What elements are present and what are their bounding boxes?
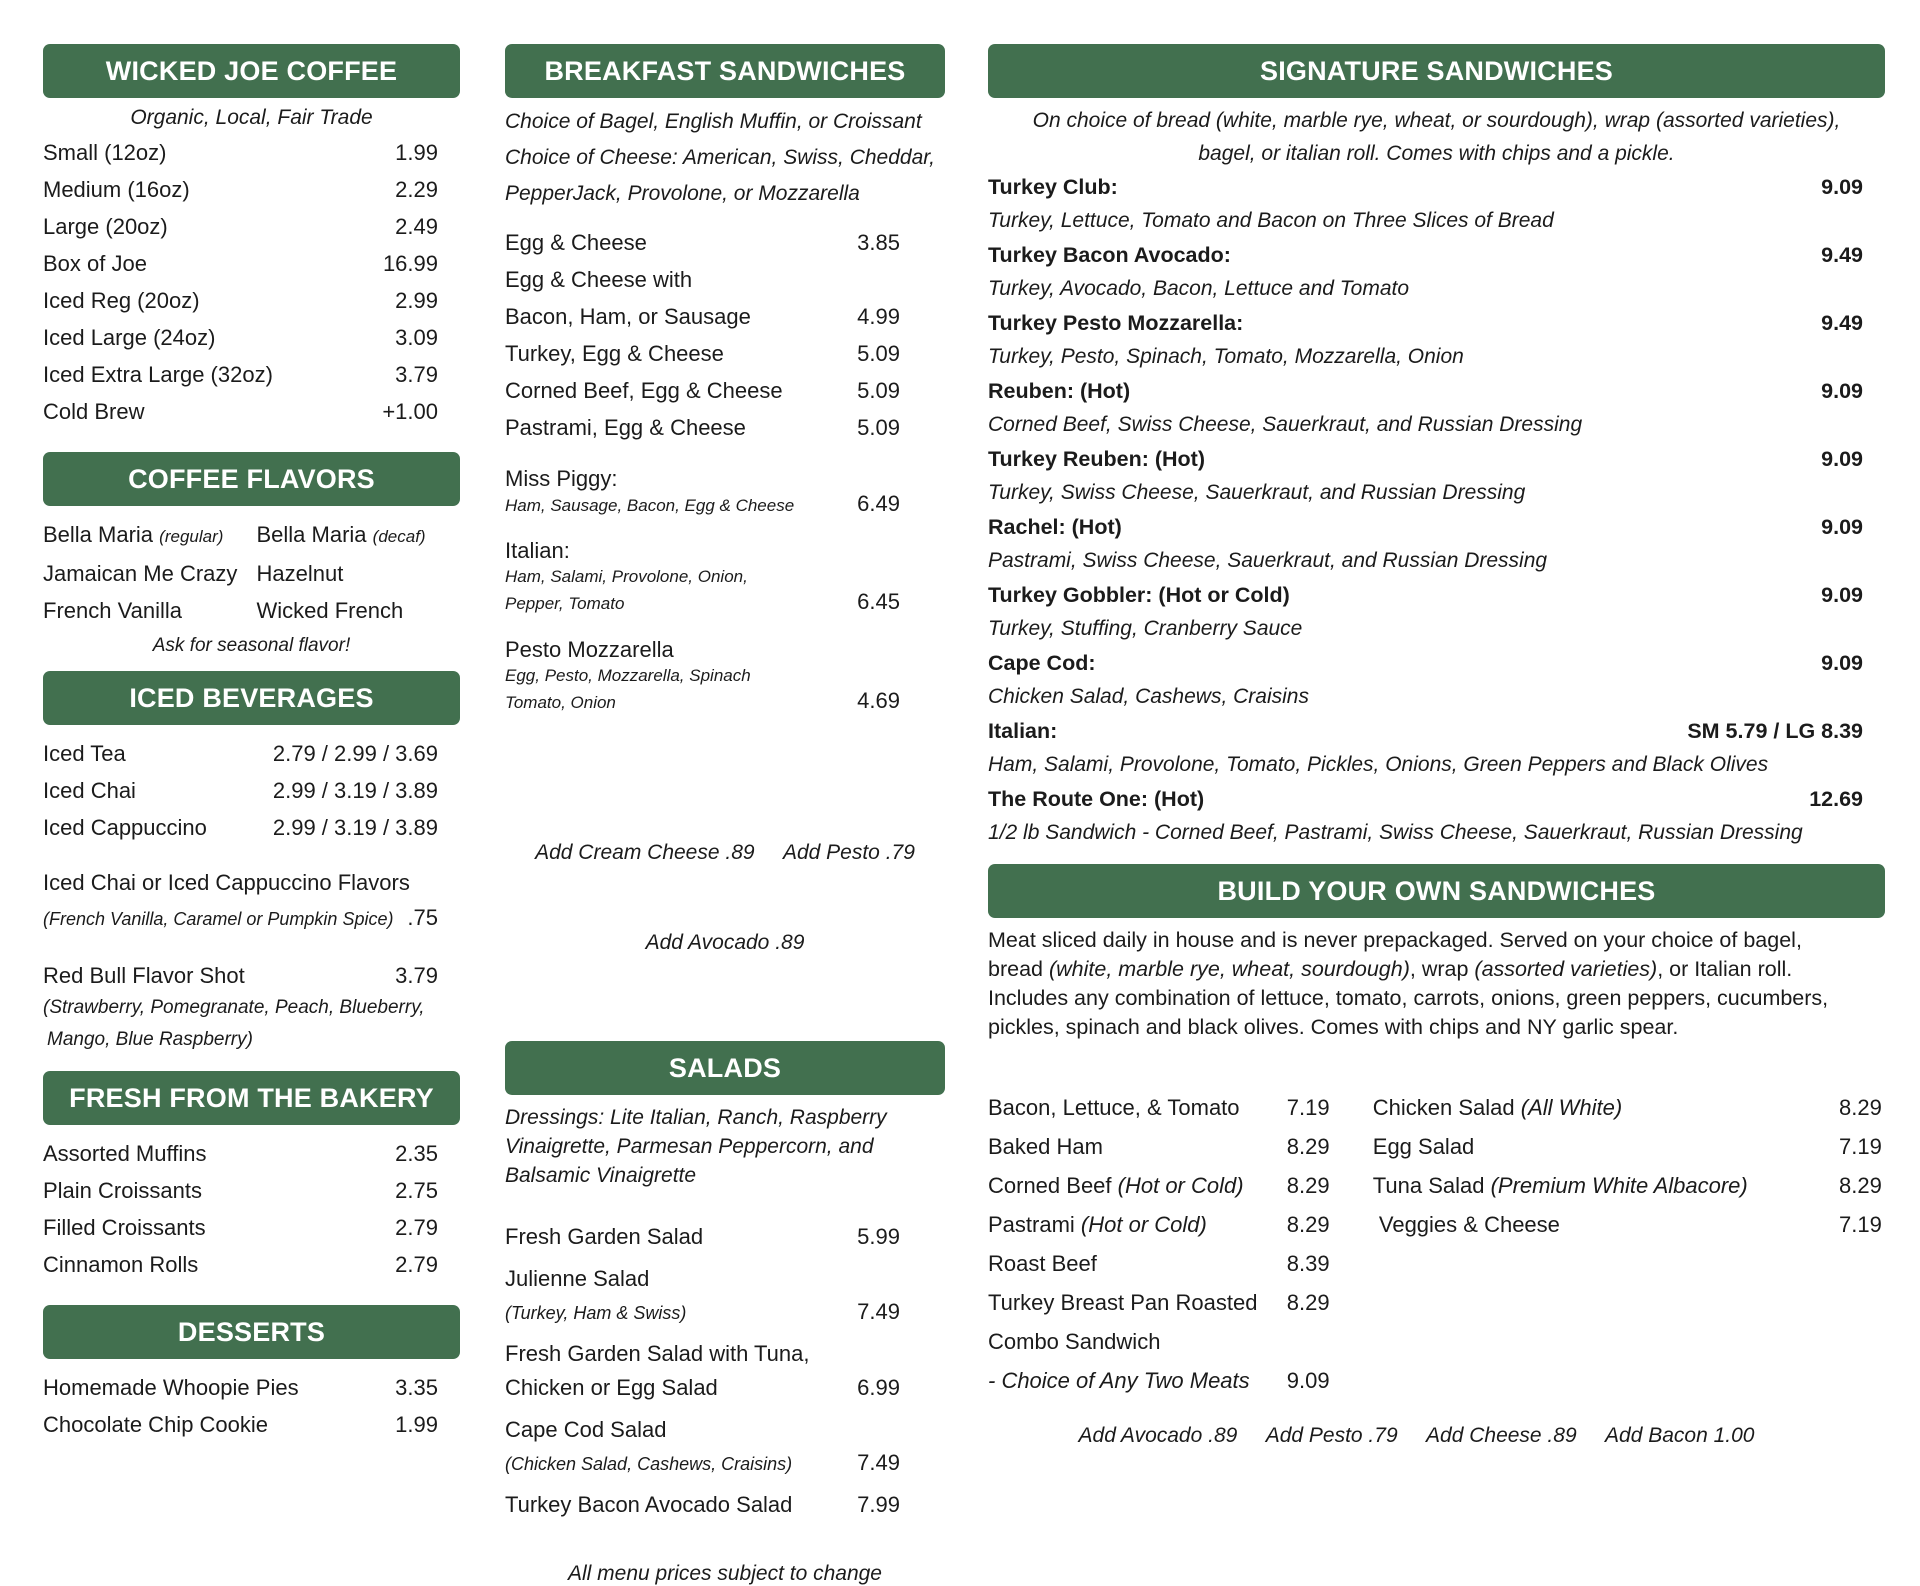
- tba-salad-price: 7.99: [857, 1492, 900, 1517]
- breakfast-item-name: Egg & Cheese with: [505, 267, 693, 292]
- signature-item-price: 12.69: [1809, 787, 1863, 811]
- menu-item-name: Chocolate Chip Cookie: [43, 1412, 269, 1437]
- build-intro-b1: bread: [988, 957, 1049, 981]
- salad-dressings-1: Dressings: Lite Italian, Ranch, Raspberry: [505, 1106, 887, 1129]
- build-item-name: Pastrami: [988, 1212, 1081, 1237]
- menu-item-row: [43, 1209, 460, 1246]
- build-item-price: 8.29: [1839, 1095, 1882, 1120]
- iced-flavors-note: (French Vanilla, Caramel or Pumpkin Spice): [43, 909, 394, 929]
- section-header-flavors: COFFEE FLAVORS: [43, 452, 460, 506]
- breakfast-addons-2: Add Avocado .89: [645, 931, 805, 954]
- flavor-name: Wicked French: [256, 598, 404, 623]
- build-item-note: (Hot or Cold): [1080, 1212, 1207, 1237]
- redbull-row: [43, 961, 460, 991]
- miss-piggy-item: [505, 466, 945, 518]
- italian-breakfast-desc-1: Ham, Salami, Provolone, Onion,: [505, 567, 748, 586]
- build-item-name: Veggies & Cheese: [1372, 1212, 1560, 1237]
- signature-item-row: [988, 510, 1863, 544]
- signature-item-row: [988, 714, 1863, 748]
- signature-item-desc: Turkey, Avocado, Bacon, Lettuce and Tomato: [988, 277, 1410, 300]
- breakfast-item-price: 5.09: [857, 341, 900, 366]
- salad-dressings-2: Vinaigrette, Parmesan Peppercorn, and: [505, 1135, 874, 1158]
- signature-item-desc: Pastrami, Swiss Cheese, Sauerkraut, and Russian Dressing: [988, 549, 1548, 572]
- breakfast-intro-2: Choice of Cheese: American, Swiss, Cheddar,: [505, 146, 935, 169]
- flavor-item: [257, 592, 461, 629]
- signature-item-desc: Chicken Salad, Cashews, Craisins: [988, 685, 1309, 708]
- flavors-footer: Ask for seasonal flavor!: [152, 635, 351, 656]
- signature-item-name: Reuben: (Hot): [988, 379, 1131, 403]
- flavor-item: [43, 516, 247, 555]
- signature-item-row: [988, 238, 1863, 272]
- menu-item-price: 3.35: [395, 1375, 438, 1400]
- build-item-row: [1373, 1205, 1885, 1244]
- build-item-label: [988, 1283, 1257, 1322]
- flavor-note: (regular): [159, 527, 224, 546]
- signature-item-name: Cape Cod:: [988, 651, 1096, 675]
- menu-item-row: [43, 1135, 460, 1172]
- menu-item-price: 2.29: [395, 177, 438, 202]
- italian-breakfast-desc-2: Pepper, Tomato: [505, 594, 625, 613]
- breakfast-item-row: [505, 372, 900, 409]
- breakfast-intro-1: Choice of Bagel, English Muffin, or Croissant: [505, 110, 922, 133]
- flavor-name: Bella Maria: [43, 522, 154, 547]
- redbull-note-2: Mango, Blue Raspberry): [47, 1029, 253, 1050]
- flavor-item: [43, 555, 247, 592]
- signature-item-price: 9.09: [1821, 515, 1863, 539]
- julienne-salad-note: (Turkey, Ham & Swiss): [505, 1303, 687, 1323]
- pesto-mozzarella-desc-1: Egg, Pesto, Mozzarella, Spinach: [505, 666, 751, 685]
- build-item-price: 8.29: [1286, 1212, 1330, 1237]
- menu-item-price: 2.99 / 3.19 / 3.89: [272, 778, 438, 803]
- julienne-salad-name: Julienne Salad: [505, 1266, 650, 1291]
- menu-item-price: 1.99: [395, 1412, 438, 1437]
- capecod-salad-note: (Chicken Salad, Cashews, Craisins): [505, 1454, 793, 1474]
- build-item-name: Combo Sandwich: [988, 1329, 1161, 1354]
- build-item-label: [1373, 1088, 1622, 1127]
- build-item-name: Tuna Salad: [1372, 1173, 1491, 1198]
- section-header-signature: SIGNATURE SANDWICHES: [988, 44, 1885, 98]
- breakfast-addons: [505, 778, 945, 1018]
- build-lists: [988, 1088, 1885, 1400]
- build-list-left: [988, 1088, 1333, 1400]
- build-item-row: [988, 1244, 1333, 1283]
- build-item-price: 8.29: [1286, 1134, 1330, 1159]
- section-header-desserts: DESSERTS: [43, 1305, 460, 1359]
- tba-salad-row: [505, 1488, 900, 1522]
- menu-item-row: [43, 772, 460, 809]
- menu-item-row: [43, 735, 460, 772]
- breakfast-item-row: [505, 261, 900, 298]
- build-item-label: [988, 1205, 1207, 1244]
- signature-item-price: 9.09: [1821, 175, 1863, 199]
- breakfast-item-row: [505, 335, 900, 372]
- breakfast-intro: [505, 104, 945, 212]
- menu-item-price: 2.99: [395, 288, 438, 313]
- build-item-label: [988, 1088, 1240, 1127]
- signature-intro-2: bagel, or italian roll. Comes with chips and a pickle.: [1198, 142, 1675, 165]
- build-item-price: 8.29: [1286, 1173, 1330, 1198]
- coffee-subtitle: Organic, Local, Fair Trade: [130, 106, 373, 129]
- signature-item-price: SM 5.79 / LG 8.39: [1687, 719, 1863, 743]
- miss-piggy-desc: Ham, Sausage, Bacon, Egg & Cheese: [505, 496, 795, 515]
- build-item-row: [988, 1322, 1333, 1361]
- menu-item-name: Assorted Muffins: [43, 1141, 207, 1166]
- breakfast-item-row: [505, 298, 900, 335]
- menu-item-name: Iced Chai: [43, 778, 136, 803]
- menu-item-row: [43, 208, 460, 245]
- breakfast-item-name: Corned Beef, Egg & Cheese: [505, 378, 783, 403]
- build-intro-b4: (assorted varieties): [1474, 957, 1658, 981]
- section-header-build: BUILD YOUR OWN SANDWICHES: [988, 864, 1885, 918]
- menu-item-name: Box of Joe: [43, 251, 147, 276]
- breakfast-item-price: 5.09: [857, 415, 900, 440]
- section-header-bakery: FRESH FROM THE BAKERY: [43, 1071, 460, 1125]
- signature-intro-1: On choice of bread (white, marble rye, wheat, or sourdough), wrap (assorted varieties),: [1032, 109, 1841, 132]
- flavor-item: [257, 555, 461, 592]
- build-addons: Add Avocado .89 Add Pesto .79 Add Cheese .89 Add Bacon 1.00: [1078, 1424, 1755, 1447]
- menu-item-row: [43, 282, 460, 319]
- capecod-salad-name: Cape Cod Salad: [505, 1417, 667, 1442]
- signature-item-desc: Turkey, Swiss Cheese, Sauerkraut, and Russian Dressing: [988, 481, 1526, 504]
- build-item-label: [988, 1361, 1250, 1400]
- build-item-price: 7.19: [1839, 1134, 1882, 1159]
- build-item-label: [1373, 1127, 1475, 1166]
- signature-item-name: Turkey Club:: [988, 175, 1118, 199]
- build-item-label: [988, 1244, 1097, 1283]
- signature-item-row: [988, 170, 1863, 204]
- signature-item-desc: Turkey, Stuffing, Cranberry Sauce: [988, 617, 1303, 640]
- build-intro-b: [988, 955, 1885, 984]
- pesto-mozzarella-price: 4.69: [857, 688, 900, 713]
- pesto-mozzarella-name: Pesto Mozzarella: [505, 637, 674, 662]
- column-middle: [505, 44, 945, 1586]
- build-intro-d: pickles, spinach and black olives. Comes with chips and NY garlic spear.: [988, 1015, 1679, 1039]
- bakery-list: [43, 1135, 460, 1283]
- coffee-list: [43, 134, 460, 430]
- build-item-name: Bacon, Lettuce, & Tomato: [988, 1095, 1240, 1120]
- breakfast-item-price: 3.85: [857, 230, 900, 255]
- build-item-note: (Hot or Cold): [1117, 1173, 1244, 1198]
- signature-item-price: 9.09: [1821, 379, 1863, 403]
- garden-salad-row: [505, 1220, 900, 1254]
- menu-item-row: [43, 1246, 460, 1283]
- menu-item-name: Small (12oz): [43, 140, 167, 165]
- menu-item-name: Iced Reg (20oz): [43, 288, 200, 313]
- menu-item-row: [43, 1369, 460, 1406]
- build-item-name: Turkey Breast Pan Roasted: [988, 1290, 1258, 1315]
- build-item-label: [988, 1127, 1103, 1166]
- breakfast-item-row: [505, 224, 900, 261]
- signature-item-name: Turkey Pesto Mozzarella:: [988, 311, 1244, 335]
- build-item-row: [988, 1088, 1333, 1127]
- signature-list: [988, 170, 1885, 850]
- signature-item-name: Turkey Reuben: (Hot): [988, 447, 1205, 471]
- build-item-price: 8.29: [1839, 1173, 1882, 1198]
- build-item-row: [988, 1283, 1333, 1322]
- menu-item-price: 16.99: [382, 251, 438, 276]
- flavor-name: French Vanilla: [43, 598, 182, 623]
- menu-item-price: +1.00: [382, 399, 438, 424]
- julienne-salad-row: [505, 1296, 900, 1329]
- salad-dressings: [505, 1103, 945, 1190]
- build-item-row: [988, 1361, 1333, 1400]
- menu-item-row: [43, 319, 460, 356]
- menu-item-name: Iced Tea: [43, 741, 126, 766]
- menu-item-price: 2.79: [395, 1252, 438, 1277]
- build-intro-b3: , wrap: [1409, 957, 1475, 981]
- section-header-coffee: WICKED JOE COFFEE: [43, 44, 460, 98]
- build-intro-b2: (white, marble rye, wheat, sourdough): [1048, 957, 1410, 981]
- iced-flavors-price: .75: [407, 905, 438, 930]
- build-item-price: 7.19: [1839, 1212, 1882, 1237]
- menu-item-row: [43, 1172, 460, 1209]
- signature-item-desc: Ham, Salami, Provolone, Tomato, Pickles, Onions, Green Peppers and Black Olives: [988, 753, 1769, 776]
- signature-item-name: Turkey Bacon Avocado:: [988, 243, 1231, 267]
- breakfast-item-price: 4.99: [857, 304, 900, 329]
- julienne-salad-price: 7.49: [857, 1299, 900, 1324]
- garden-salad-price: 5.99: [857, 1224, 900, 1249]
- menu-item-row: [43, 809, 460, 846]
- signature-item-desc: 1/2 lb Sandwich - Corned Beef, Pastrami, Swiss Cheese, Sauerkraut, Russian Dressing: [988, 821, 1803, 844]
- build-item-note: - Choice of Any Two Meats: [988, 1368, 1250, 1393]
- menu-item-row: [43, 171, 460, 208]
- signature-item-row: [988, 306, 1863, 340]
- iced-list: [43, 735, 460, 846]
- menu-item-price: 1.99: [395, 140, 438, 165]
- signature-item-price: 9.09: [1821, 651, 1863, 675]
- menu-item-price: 2.35: [395, 1141, 438, 1166]
- tuna-salad-row: [505, 1371, 900, 1405]
- menu-item-name: Cold Brew: [43, 399, 145, 424]
- signature-item-row: [988, 578, 1863, 612]
- menu-item-name: Iced Large (24oz): [43, 325, 216, 350]
- menu-item-price: 2.75: [395, 1178, 438, 1203]
- menu-item-name: Filled Croissants: [43, 1215, 206, 1240]
- signature-item-desc: Turkey, Lettuce, Tomato and Bacon on Three Slices of Bread: [988, 209, 1554, 232]
- flavor-note: (decaf): [372, 527, 426, 546]
- breakfast-addons-1: Add Cream Cheese .89 Add Pesto .79: [535, 841, 915, 864]
- signature-item-row: [988, 374, 1863, 408]
- flavor-name: Bella Maria: [256, 522, 367, 547]
- build-item-label: [1373, 1205, 1560, 1244]
- signature-item-name: Rachel: (Hot): [988, 515, 1122, 539]
- capecod-salad-row: [505, 1447, 900, 1480]
- section-header-salads: SALADS: [505, 1041, 945, 1095]
- menu-item-name: Homemade Whoopie Pies: [43, 1375, 299, 1400]
- menu-item-price: 2.79 / 2.99 / 3.69: [272, 741, 438, 766]
- build-intro: [988, 926, 1885, 1042]
- signature-item-row: [988, 782, 1863, 816]
- build-item-label: [988, 1166, 1244, 1205]
- menu-item-row: [43, 393, 460, 430]
- build-item-row: [1373, 1127, 1885, 1166]
- menu-item-price: 3.79: [395, 362, 438, 387]
- breakfast-item-name: Bacon, Ham, or Sausage: [505, 304, 751, 329]
- signature-intro: [988, 104, 1885, 170]
- build-item-note: (Premium White Albacore): [1490, 1173, 1748, 1198]
- menu-item-name: Iced Extra Large (32oz): [43, 362, 273, 387]
- garden-salad-name: Fresh Garden Salad: [505, 1224, 704, 1249]
- breakfast-item-row: [505, 409, 900, 446]
- flavor-name: Jamaican Me Crazy: [43, 561, 238, 586]
- signature-item-price: 9.49: [1821, 311, 1863, 335]
- pesto-mozzarella-item: [505, 637, 945, 716]
- signature-item-desc: Corned Beef, Swiss Cheese, Sauerkraut, and Russian Dressing: [988, 413, 1583, 436]
- menu-item-price: 3.09: [395, 325, 438, 350]
- menu-item-name: Cinnamon Rolls: [43, 1252, 199, 1277]
- tuna-salad-name-1: Fresh Garden Salad with Tuna,: [505, 1341, 810, 1366]
- italian-breakfast-item: [505, 538, 945, 617]
- iced-flavors-row: [43, 904, 460, 933]
- breakfast-item-name: Egg & Cheese: [505, 230, 647, 255]
- build-item-price: 8.39: [1286, 1251, 1330, 1276]
- desserts-list: [43, 1369, 460, 1443]
- signature-item-name: Italian:: [988, 719, 1058, 743]
- build-item-row: [988, 1127, 1333, 1166]
- breakfast-item-price: 5.09: [857, 378, 900, 403]
- build-item-name: Chicken Salad: [1372, 1095, 1521, 1120]
- build-item-note: (All White): [1520, 1095, 1623, 1120]
- price-disclaimer: All menu prices subject to change: [567, 1562, 882, 1585]
- flavor-item: [43, 592, 247, 629]
- tuna-salad-price: 6.99: [857, 1375, 900, 1400]
- flavor-name: Hazelnut: [256, 561, 344, 586]
- build-item-name: Baked Ham: [988, 1134, 1103, 1159]
- miss-piggy-name: Miss Piggy:: [505, 466, 618, 491]
- breakfast-intro-3: PepperJack, Provolone, or Mozzarella: [505, 182, 860, 205]
- signature-item-price: 9.09: [1821, 447, 1863, 471]
- italian-breakfast-price: 6.45: [857, 589, 900, 614]
- build-item-row: [1373, 1166, 1885, 1205]
- column-right: [988, 44, 1885, 1448]
- tuna-salad-name-2: Chicken or Egg Salad: [505, 1375, 718, 1400]
- menu-item-name: Plain Croissants: [43, 1178, 202, 1203]
- build-intro-b5: , or Italian roll.: [1657, 957, 1793, 981]
- menu-item-row: [43, 134, 460, 171]
- menu-item-name: Medium (16oz): [43, 177, 190, 202]
- miss-piggy-price: 6.49: [857, 491, 900, 516]
- iced-flavors-label: Iced Chai or Iced Cappuccino Flavors: [43, 870, 410, 895]
- menu-item-name: Iced Cappuccino: [43, 815, 207, 840]
- redbull-note-1: (Strawberry, Pomegranate, Peach, Blueberry,: [43, 997, 425, 1018]
- build-item-label: [988, 1322, 1160, 1361]
- build-list-right: [1373, 1088, 1885, 1400]
- menu-item-row: [43, 1406, 460, 1443]
- build-item-name: Roast Beef: [988, 1251, 1097, 1276]
- pesto-mozzarella-desc-2: Tomato, Onion: [505, 693, 616, 712]
- build-item-name: Egg Salad: [1372, 1134, 1475, 1159]
- flavor-item: [257, 516, 461, 555]
- salads-list: [505, 1220, 945, 1522]
- capecod-salad-price: 7.49: [857, 1450, 900, 1475]
- build-item-row: [988, 1205, 1333, 1244]
- signature-item-price: 9.09: [1821, 583, 1863, 607]
- menu-item-price: 2.79: [395, 1215, 438, 1240]
- redbull-label: Red Bull Flavor Shot: [43, 963, 245, 988]
- column-left: [43, 44, 460, 1443]
- build-intro-a: Meat sliced daily in house and is never prepackaged. Served on your choice of bagel,: [988, 928, 1802, 952]
- build-item-row: [1373, 1088, 1885, 1127]
- italian-breakfast-name: Italian:: [505, 538, 570, 563]
- menu-item-row: [43, 356, 460, 393]
- build-item-price: 7.19: [1286, 1095, 1330, 1120]
- section-header-breakfast: BREAKFAST SANDWICHES: [505, 44, 945, 98]
- tba-salad-name: Turkey Bacon Avocado Salad: [505, 1492, 793, 1517]
- menu-item-name: Large (20oz): [43, 214, 168, 239]
- build-item-price: 9.09: [1286, 1368, 1330, 1393]
- build-intro-c: Includes any combination of lettuce, tomato, carrots, onions, green peppers, cucumbers,: [988, 986, 1829, 1010]
- signature-item-desc: Turkey, Pesto, Spinach, Tomato, Mozzarella, Onion: [988, 345, 1464, 368]
- menu-item-row: [43, 245, 460, 282]
- build-item-name: Corned Beef: [988, 1173, 1118, 1198]
- signature-item-name: The Route One: (Hot): [988, 787, 1205, 811]
- menu-item-price: 2.49: [395, 214, 438, 239]
- build-item-row: [988, 1166, 1333, 1205]
- flavor-grid: [43, 516, 460, 629]
- breakfast-list: [505, 224, 945, 446]
- signature-item-price: 9.49: [1821, 243, 1863, 267]
- signature-item-name: Turkey Gobbler: (Hot or Cold): [988, 583, 1290, 607]
- redbull-price: 3.79: [395, 963, 438, 988]
- signature-item-row: [988, 646, 1863, 680]
- signature-item-row: [988, 442, 1863, 476]
- breakfast-item-name: Turkey, Egg & Cheese: [505, 341, 724, 366]
- menu-item-price: 2.99 / 3.19 / 3.89: [272, 815, 438, 840]
- build-item-price: 8.29: [1286, 1290, 1330, 1315]
- breakfast-item-name: Pastrami, Egg & Cheese: [505, 415, 746, 440]
- salad-dressings-3: Balsamic Vinaigrette: [505, 1164, 697, 1187]
- section-header-iced: ICED BEVERAGES: [43, 671, 460, 725]
- build-item-label: [1373, 1166, 1748, 1205]
